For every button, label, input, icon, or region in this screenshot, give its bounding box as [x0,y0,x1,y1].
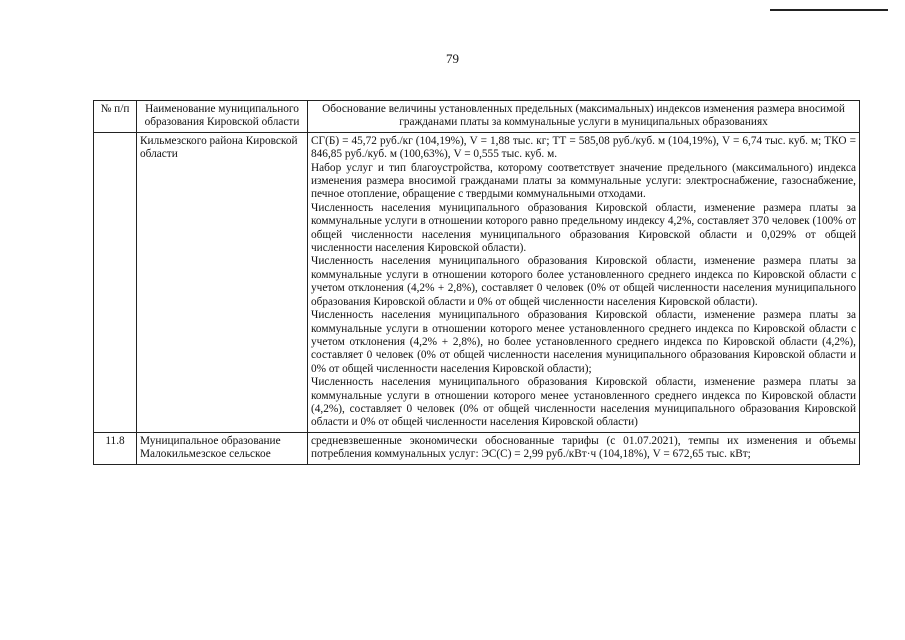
justification-paragraph: СГ(Б) = 45,72 руб./кг (104,19%), V = 1,88 тыс. кг; ТТ = 585,08 руб./куб. м (104,19%), V = 6,74 тыс. куб. м; ТКО = 846,85 руб./куб. м (100,63%), V = 0,555 тыс. куб. м. [311,134,856,161]
header-num: № п/п [94,101,137,133]
justification-paragraph: Численность населения муниципального образования Кировской области, изменение размера платы за коммунальные услуги в отношении которого равно предельному индексу 4,2%, составляет 370 человек (100% от общей численности населения муниципального образования Кировской области и 0,029% от общей численности населения Кировской области). [311,201,856,255]
table-header-row [94,101,860,133]
table-row [94,432,860,464]
tariff-table [93,100,860,465]
justification-paragraph: Численность населения муниципального образования Кировской области, изменение размера платы за коммунальные услуги в отношении которого менее установленного среднего индекса по Кировской области с учетом отклонения (4,2% + 2,8%), но более установленного среднего индекса по Кировской области (4,2%), составляет 0 человек (0% от общей численности населения муниципального образования Кировской области и 0% от общей численности населения Кировской области); [311,309,856,375]
row-justification: средневзвешенные экономически обоснованные тарифы (с 01.07.2021), темпы их изменения и объемы потребления коммунальных услуг: ЭС(С) = 2,99 руб./кВт·ч (104,18%), V = 672,65 тыс. кВт; [308,432,860,464]
table-row [94,132,860,432]
row-num [94,132,137,432]
row-justification [308,132,860,432]
row-municipality: Кильмезского района Кировской области [137,132,308,432]
row-municipality: Муниципальное образование Малокильмезское сельское [137,432,308,464]
page-number: 79 [446,51,459,66]
header-municipality: Наименование муниципального образования Кировской области [137,101,308,133]
justification-paragraph: Численность населения муниципального образования Кировской области, изменение размера платы за коммунальные услуги в отношении которого более установленного среднего индекса по Кировской области с учетом отклонения (4,2% + 2,8%), составляет 0 человек (0% от общей численности населения муниципального образования Кировской области и 0% от общей численности населения Кировской области). [311,255,856,308]
header-justification: Обоснование величины установленных предельных (максимальных) индексов изменения размера вносимой гражданами платы за коммунальные услуги в муниципальных образованиях [308,101,860,133]
justification-paragraph: Численность населения муниципального образования Кировской области, изменение размера платы за коммунальные услуги в отношении которого менее установленного среднего индекса по Кировской области (4,2%), составляет 0 человек (0% от общей численности населения муниципального образования Кировской области и 0% от общей численности населения Кировской области) [311,376,856,429]
row-num: 11.8 [94,432,137,464]
corner-rule [770,9,888,11]
justification-paragraph: Набор услуг и тип благоустройства, которому соответствует значение предельного (максимального) индекса изменения размера вносимой гражданами платы за коммунальные услуги: электроснабжение, газоснабжение, печное отопление, обращение с твердыми коммунальными отходами. [311,161,856,201]
